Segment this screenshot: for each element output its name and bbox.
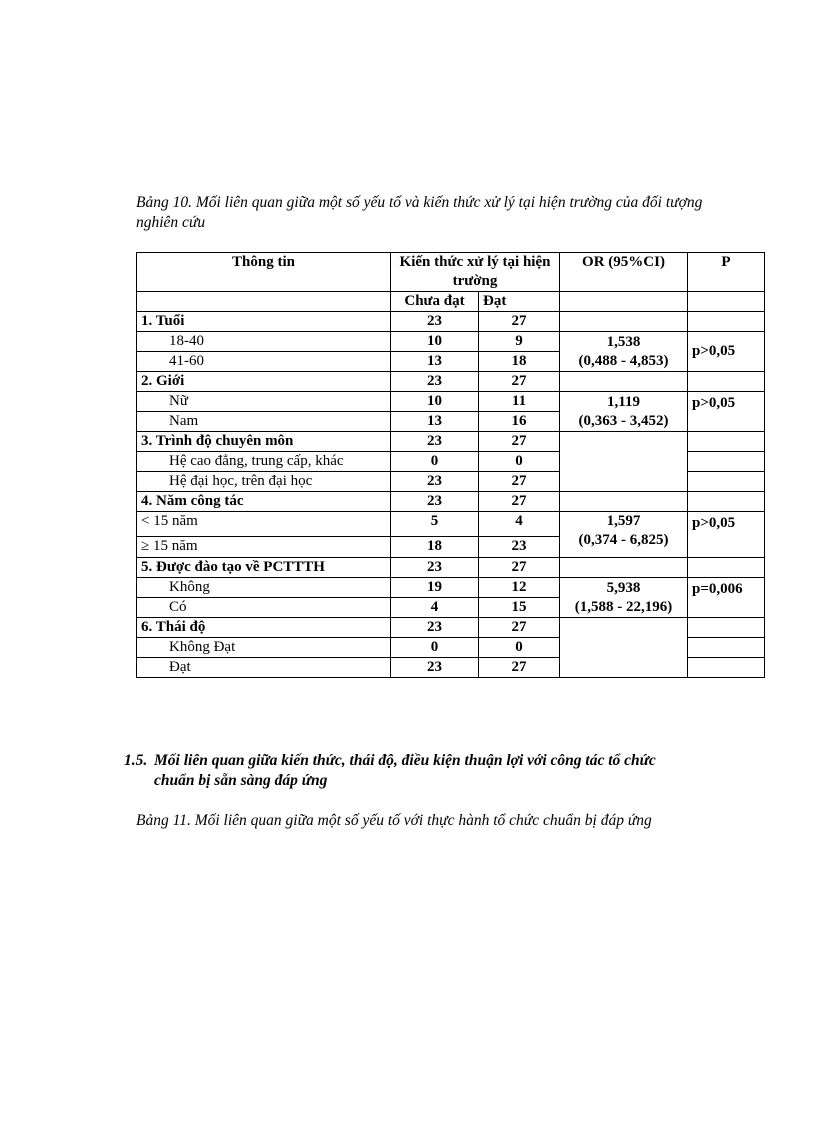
- value-not-pass: 23: [391, 492, 479, 512]
- p-value: p>0,05: [688, 392, 765, 432]
- p-value: p>0,05: [688, 512, 765, 558]
- empty-cell: [688, 312, 765, 332]
- table-row: [137, 392, 765, 412]
- p-value: p>0,05: [688, 332, 765, 372]
- empty-cell: [560, 618, 688, 678]
- table-row: [137, 558, 765, 578]
- or-value: 1,538: [606, 333, 641, 350]
- empty-cell: [560, 292, 688, 312]
- value-pass: 27: [479, 432, 560, 452]
- row-label: Không Đạt: [137, 638, 391, 658]
- empty-cell: [688, 558, 765, 578]
- section-label: 3. Trình độ chuyên môn: [137, 432, 391, 452]
- or-cell: [560, 332, 688, 372]
- or-value: 1,597: [606, 513, 641, 529]
- value-not-pass: 13: [391, 412, 479, 432]
- table-row: [137, 618, 765, 638]
- empty-cell: [688, 618, 765, 638]
- value-not-pass: 23: [391, 658, 479, 678]
- value-not-pass: 10: [391, 332, 479, 352]
- table-row: [137, 332, 765, 352]
- section-label: 6. Thái độ: [137, 618, 391, 638]
- value-pass: 27: [479, 492, 560, 512]
- row-label: Đạt: [137, 658, 391, 678]
- row-label: Nữ: [137, 392, 391, 412]
- row-label: Có: [137, 598, 391, 618]
- empty-cell: [688, 638, 765, 658]
- value-not-pass: 23: [391, 312, 479, 332]
- section-title-line2: chuẩn bị sẵn sàng đáp ứng: [154, 772, 328, 789]
- or-cell: [560, 392, 688, 432]
- row-label: 18-40: [137, 332, 391, 352]
- section-label: 2. Giới: [137, 372, 391, 392]
- value-not-pass: 13: [391, 352, 479, 372]
- section-label: 1. Tuổi: [137, 312, 391, 332]
- empty-cell: [688, 292, 765, 312]
- header-p: P: [688, 253, 765, 292]
- section-label: 5. Được đào tạo về PCTTTH: [137, 558, 391, 578]
- section-title-line1: Mối liên quan giữa kiến thức, thái độ, điều kiện thuận lợi với công tác tổ chức: [154, 752, 656, 769]
- value-pass: 11: [479, 392, 560, 412]
- value-pass: 27: [479, 312, 560, 332]
- value-pass: 9: [479, 332, 560, 352]
- empty-cell: [688, 432, 765, 452]
- row-label: 41-60: [137, 352, 391, 372]
- empty-cell: [688, 472, 765, 492]
- empty-cell: [560, 312, 688, 332]
- header-or: OR (95%CI): [560, 253, 688, 292]
- row-label: Hệ cao đẳng, trung cấp, khác: [137, 452, 391, 472]
- value-not-pass: 18: [391, 537, 479, 558]
- header-info: Thông tin: [137, 253, 391, 292]
- value-not-pass: 23: [391, 618, 479, 638]
- table-row: [137, 492, 765, 512]
- row-label: < 15 năm: [137, 512, 391, 537]
- row-label: Nam: [137, 412, 391, 432]
- value-pass: 4: [479, 512, 560, 537]
- table-10-caption: Bảng 10. Mối liên quan giữa một số yếu tố và kiến thức xử lý tại hiện trường của đối tượng nghiên cứu: [136, 194, 703, 231]
- value-pass: 23: [479, 537, 560, 558]
- or-ci: (1,588 - 22,196): [574, 598, 673, 615]
- table-11-caption: Bảng 11. Mối liên quan giữa một số yếu tố với thực hành tổ chức chuẩn bị đáp ứng: [136, 812, 652, 829]
- header-knowledge: Kiến thức xử lý tại hiện trường: [391, 253, 560, 292]
- value-pass: 27: [479, 472, 560, 492]
- empty-cell: [688, 452, 765, 472]
- section-heading: [124, 751, 764, 791]
- table-10: [136, 252, 765, 678]
- value-pass: 27: [479, 558, 560, 578]
- value-pass: 18: [479, 352, 560, 372]
- value-not-pass: 0: [391, 452, 479, 472]
- value-not-pass: 23: [391, 558, 479, 578]
- value-not-pass: 0: [391, 638, 479, 658]
- empty-cell: [688, 658, 765, 678]
- value-pass: 12: [479, 578, 560, 598]
- value-not-pass: 4: [391, 598, 479, 618]
- p-value: p=0,006: [688, 578, 765, 618]
- table-row: [137, 312, 765, 332]
- empty-cell: [560, 558, 688, 578]
- table-header-row: [137, 253, 765, 292]
- or-ci: (0,488 - 4,853): [578, 352, 669, 369]
- value-pass: 0: [479, 638, 560, 658]
- section-label: 4. Năm công tác: [137, 492, 391, 512]
- value-pass: 15: [479, 598, 560, 618]
- value-pass: 27: [479, 372, 560, 392]
- empty-cell: [560, 492, 688, 512]
- value-not-pass: 23: [391, 432, 479, 452]
- table-subheader-row: [137, 292, 765, 312]
- empty-cell: [560, 432, 688, 492]
- header-pass: Đạt: [479, 292, 560, 312]
- empty-cell: [560, 372, 688, 392]
- or-cell: [560, 578, 688, 618]
- value-pass: 16: [479, 412, 560, 432]
- value-not-pass: 23: [391, 372, 479, 392]
- header-not-pass: Chưa đạt: [391, 292, 479, 312]
- row-label: Hệ đại học, trên đại học: [137, 472, 391, 492]
- value-not-pass: 5: [391, 512, 479, 537]
- table-row: [137, 372, 765, 392]
- value-not-pass: 10: [391, 392, 479, 412]
- value-not-pass: 23: [391, 472, 479, 492]
- or-cell: [560, 512, 688, 558]
- empty-cell: [688, 372, 765, 392]
- or-ci: (0,363 - 3,452): [578, 412, 669, 429]
- row-label: ≥ 15 năm: [137, 537, 391, 558]
- empty-cell: [688, 492, 765, 512]
- section-number: 1.5.: [124, 752, 148, 769]
- row-label: Không: [137, 578, 391, 598]
- empty-cell: [137, 292, 391, 312]
- value-pass: 27: [479, 618, 560, 638]
- table-row: [137, 432, 765, 452]
- value-pass: 0: [479, 452, 560, 472]
- or-ci: (0,374 - 6,825): [578, 532, 669, 548]
- or-value: 5,938: [606, 579, 641, 596]
- value-not-pass: 19: [391, 578, 479, 598]
- or-value: 1,119: [607, 393, 640, 410]
- table-row: [137, 578, 765, 598]
- table-row: [137, 512, 765, 537]
- value-pass: 27: [479, 658, 560, 678]
